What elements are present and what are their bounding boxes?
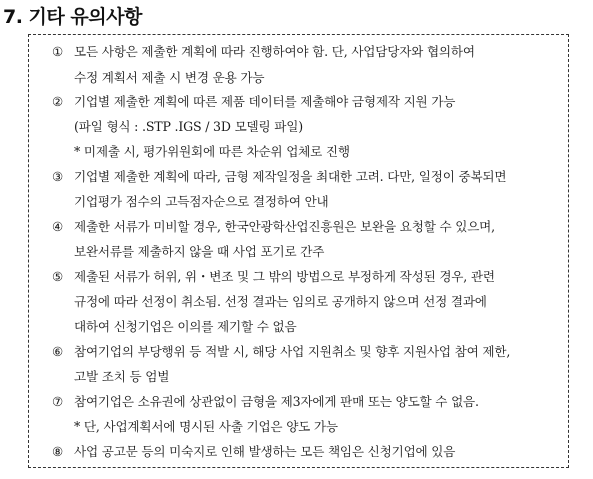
item-text: 참여기업은 소유권에 상관없이 금형을 제3자에게 판매 또는 양도할 수 없음. [74, 394, 479, 409]
item-text: 참여기업의 부당행위 등 적발 시, 해당 사업 지원취소 및 향후 지원사업 참여 제한, [74, 344, 511, 359]
item-5-continuation: 규정에 따라 선정이 취소됨. 선정 결과는 임의로 공개하지 않으며 선정 결과에 [74, 294, 487, 309]
item-number: ⑥ [52, 344, 64, 359]
item-7 [52, 394, 479, 410]
item-3-continuation: 기업평가 점수의 고득점자순으로 결정하여 안내 [74, 194, 329, 209]
item-number: ⑦ [52, 394, 64, 409]
item-2-note: * 미제출 시, 평가위원회에 따른 차순위 업체로 진행 [74, 144, 350, 159]
item-number: ③ [52, 169, 64, 184]
item-5 [52, 269, 495, 285]
item-text: 제출된 서류가 허위, 위・변조 및 그 밖의 방법으로 부정하게 작성된 경우, 관련 [74, 269, 495, 284]
notice-box [28, 34, 569, 468]
item-number: ⑤ [52, 269, 64, 284]
item-text: 사업 공고문 등의 미숙지로 인해 발생하는 모든 책임은 신청기업에 있음 [74, 444, 456, 459]
item-text: 제출한 서류가 미비할 경우, 한국안광학산업진흥원은 보완을 요청할 수 있으며, [74, 219, 495, 234]
item-number: ① [52, 44, 64, 59]
item-5-continuation: 대하여 신청기업은 이의를 제기할 수 없음 [74, 319, 297, 334]
item-number: ④ [52, 219, 64, 234]
item-2-file-format: (파일 형식 : .STP .IGS / 3D 모델링 파일) [74, 119, 303, 134]
item-4-continuation: 보완서류를 제출하지 않을 때 사업 포기로 간주 [74, 244, 325, 259]
item-3 [52, 169, 506, 185]
item-1 [52, 44, 475, 60]
item-text: 기업별 제출한 계획에 따른 제품 데이터를 제출해야 금형제작 지원 가능 [74, 94, 456, 109]
item-7-note: * 단, 사업계획서에 명시된 사출 기업은 양도 가능 [74, 419, 338, 434]
item-1-continuation: 수정 계획서 제출 시 변경 운용 가능 [74, 70, 265, 85]
item-4 [52, 219, 495, 235]
item-8 [52, 444, 455, 460]
section-heading: 7. 기타 유의사항 [3, 6, 142, 28]
item-text: 기업별 제출한 계획에 따라, 금형 제작일정을 최대한 고려. 다만, 일정이 중복되면 [74, 169, 507, 184]
item-number: ② [52, 94, 64, 109]
item-6 [52, 344, 510, 360]
item-6-continuation: 고발 조치 등 엄벌 [74, 369, 170, 384]
item-2 [52, 94, 455, 110]
item-text: 모든 사항은 제출한 계획에 따라 진행하여야 함. 단, 사업담당자와 협의하여 [74, 44, 475, 59]
item-number: ⑧ [52, 444, 64, 459]
